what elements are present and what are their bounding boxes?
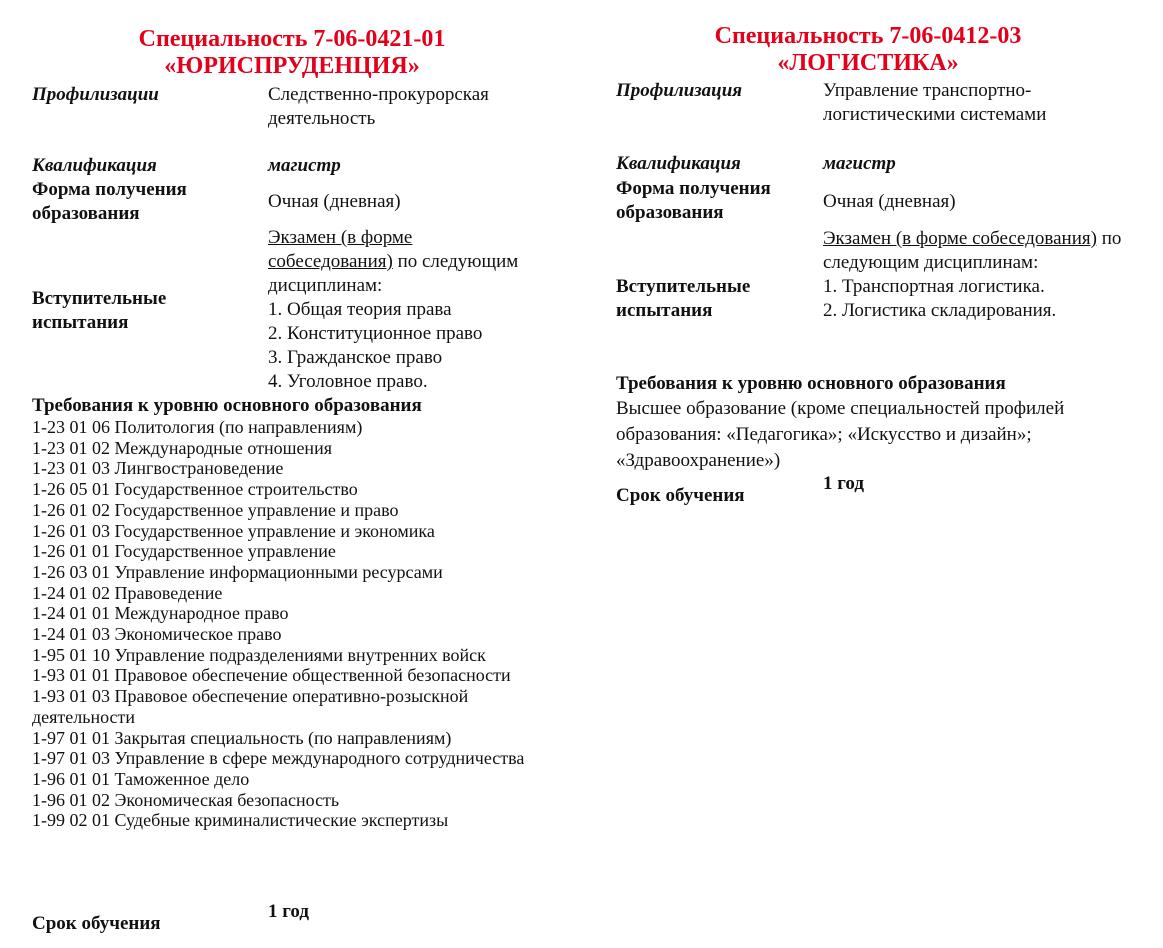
code-item: 1-23 01 02 Международные отношения: [32, 437, 332, 458]
right-duration-value: 1 год: [823, 473, 864, 494]
code-item: 1-99 02 01 Судебные криминалистические экспертизы: [32, 810, 449, 831]
right-exam-item: 1. Транспортная логистика.: [823, 276, 1045, 297]
left-codes-list: [32, 417, 552, 831]
left-qualification-value: магистр: [268, 155, 341, 176]
left-duration-value: 1 год: [268, 901, 309, 922]
left-exams-label: Вступительные испытания: [32, 288, 167, 333]
code-item: 1-96 01 02 Экономическая безопасность: [32, 789, 340, 810]
right-profile-label: Профилизация: [616, 80, 743, 101]
code-item: 1-97 01 03 Управление в сфере международного сотрудничества: [32, 748, 525, 769]
code-item: 1-23 01 06 Политология (по направлениям): [32, 417, 363, 437]
code-item: 1-23 01 03 Лингвострановедение: [32, 458, 284, 479]
code-item: 1-26 01 01 Государственное управление: [32, 541, 336, 562]
right-requirements-text: Высшее образование (кроме специальностей профилей образования: «Педагогика»; «Искусство и дизайн»; «Здравоохранение»): [616, 398, 1065, 471]
right-exams-value: [823, 227, 1123, 323]
right-exams-rest: по следующим дисциплинам:: [823, 228, 1122, 273]
code-item: 1-93 01 01 Правовое обеспечение общественной безопасности: [32, 665, 511, 686]
left-profile-label: Профилизации: [32, 84, 159, 105]
code-item: 1-95 01 10 Управление подразделениями внутренних войск: [32, 644, 486, 665]
code-item: 1-24 01 03 Экономическое право: [32, 624, 282, 645]
left-requirements-label: Требования к уровню основного образования: [32, 395, 422, 416]
left-form-value: Очная (дневная): [268, 191, 401, 212]
left-exam-item: 4. Уголовное право.: [268, 371, 428, 392]
left-form-label: Форма получения образования: [32, 179, 187, 224]
code-item: 1-26 01 02 Государственное управление и право: [32, 499, 399, 520]
right-qualification-label: Квалификация: [616, 153, 741, 174]
right-form-value: Очная (дневная): [823, 191, 956, 212]
right-qualification-value: магистр: [823, 153, 896, 174]
right-exams-label: Вступительные испытания: [616, 276, 751, 321]
right-duration-label: Срок обучения: [616, 485, 745, 506]
right-exam-item: 2. Логистика складирования.: [823, 300, 1057, 321]
left-exam-item: 1. Общая теория права: [268, 299, 452, 320]
right-title: [668, 23, 1068, 77]
right-requirements-label: Требования к уровню основного образования: [616, 373, 1006, 394]
right-title-line1: Специальность 7-06-0412-03: [714, 23, 1022, 49]
code-item: 1-24 01 01 Международное право: [32, 603, 289, 624]
left-exams-value: [268, 226, 523, 394]
left-exams-link[interactable]: Экзамен (в форме собеседования): [268, 227, 413, 272]
left-title-line1: Специальность 7-06-0421-01: [138, 26, 446, 52]
right-form-label: Форма получения образования: [616, 178, 771, 223]
left-qualification-label: Квалификация: [32, 155, 157, 176]
code-item: 1-96 01 01 Таможенное дело: [32, 768, 250, 789]
left-exam-item: 3. Гражданское право: [268, 347, 443, 368]
left-duration-label: Срок обучения: [32, 913, 161, 934]
right-title-line2: «ЛОГИСТИКА»: [777, 50, 959, 76]
left-profile-value: Следственно-прокурорская деятельность: [268, 84, 489, 129]
left-title-line2: «ЮРИСПРУДЕНЦИЯ»: [164, 53, 420, 79]
left-exams-rest: по следующим дисциплинам:: [268, 251, 519, 296]
code-item: 1-26 05 01 Государственное строительство: [32, 479, 358, 500]
right-exams-link[interactable]: Экзамен (в форме собеседования): [823, 228, 1097, 249]
code-item: 1-26 01 03 Государственное управление и экономика: [32, 520, 435, 541]
right-profile-value: Управление транспортно-логистическими системами: [823, 80, 1047, 125]
code-item: 1-97 01 01 Закрытая специальность (по направлениям): [32, 727, 452, 748]
code-item: 1-26 03 01 Управление информационными ресурсами: [32, 561, 443, 582]
left-exam-item: 2. Конституционное право: [268, 323, 483, 344]
code-item: 1-93 01 03 Правовое обеспечение оперативно-розыскной деятельности: [32, 686, 469, 727]
code-item: 1-24 01 02 Правоведение: [32, 582, 223, 603]
left-title: [92, 26, 492, 80]
